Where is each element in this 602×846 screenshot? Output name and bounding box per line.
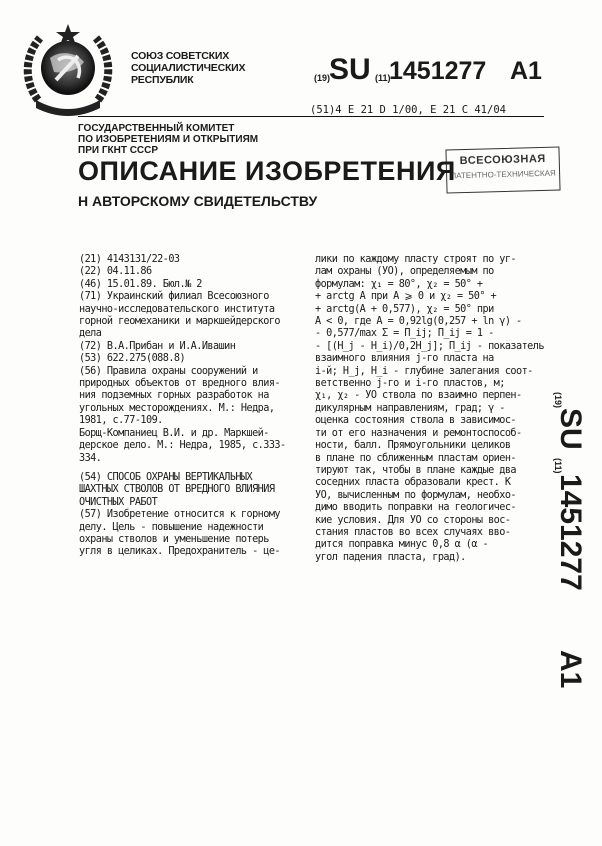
- committee-line-3: ПРИ ГКНТ СССР: [78, 145, 159, 156]
- text-line: горной геомеханики и маркшейдерского: [79, 316, 281, 328]
- text-line: димо вводить поправки на геологичес-: [315, 502, 517, 514]
- text-line: дикулярным направлениям, град; γ -: [315, 402, 505, 414]
- text-line: ния подземных горных разработок на: [79, 390, 269, 402]
- left-column: [79, 254, 303, 559]
- text-line: дела: [79, 328, 102, 340]
- text-line: (71) Украинский филиал Всесоюзного: [79, 291, 269, 303]
- patent-number: 1451277: [389, 57, 487, 85]
- text-line: (21) 4143131/22-03: [79, 254, 180, 265]
- text-line: (72) В.А.Прибан и И.А.Ивашин: [79, 340, 236, 352]
- ussr-emblem: [20, 22, 116, 118]
- text-line: - [(Н_j - Н_i)/0,2Н_j]; П_ij - показатель: [315, 340, 544, 352]
- text-line: оценка состояния ствола в зависимос-: [315, 415, 517, 427]
- text-line: (57) Изобретение относится к горному: [79, 509, 281, 521]
- text-line: угол падения пласта, град).: [315, 551, 466, 563]
- library-stamp: [445, 147, 560, 194]
- text-line: охраны стволов и уменьшение потерь: [79, 533, 269, 545]
- side-patent-label: [549, 392, 589, 688]
- text-line: 1981, с.77-109.: [79, 415, 163, 427]
- text-line: Борщ-Компаниец В.И. и др. Маркшей-: [79, 427, 269, 439]
- text-line: (46) 15.01.89. Бюл.№ 2: [79, 278, 202, 290]
- text-line: ШАХТНЫХ СТВОЛОВ ОТ ВРЕДНОГО ВЛИЯНИЯ: [79, 484, 275, 496]
- side-country-code-label: (19): [553, 392, 563, 409]
- text-line: лики по каждому пласту строят по уг-: [315, 254, 517, 265]
- ipc-classification: (51)4 Е 21 D 1/00, Е 21 С 41/04: [310, 104, 506, 116]
- text-line: ОЧИСТНЫХ РАБОТ: [79, 496, 158, 508]
- text-line: А < 0, где А = 0,92lg(0,257 + ln γ) -: [315, 316, 522, 328]
- text-line: 334.: [79, 452, 102, 464]
- document-title: ОПИСАНИЕ ИЗОБРЕТЕНИЯ: [78, 156, 456, 186]
- text-line: (22) 04.11.86: [79, 266, 152, 278]
- text-line: природных объектов от вредного влия-: [79, 378, 281, 390]
- side-country-code: SU: [554, 408, 587, 450]
- text-line: дерское дело. М.: Недра, 1985, с.333-: [79, 440, 286, 452]
- number-code-label: (11): [375, 73, 391, 83]
- stamp-line-2: ПАТЕНТНО-ТЕХНИЧЕСКАЯ: [450, 168, 556, 181]
- text-line: ветственно j-го и i-го пластов, м;: [315, 378, 505, 390]
- text-line: χ₁, χ₂ - УО ствола по взаимно перпен-: [315, 390, 522, 402]
- paragraph-gap: [79, 465, 303, 472]
- text-line: + arctg(А + 0,577), χ₂ = 50° при: [315, 303, 494, 315]
- text-line: - 0,577/max Σ = П_ij; П_ij = 1 -: [315, 328, 494, 340]
- text-line: (54) СПОСОБ ОХРАНЫ ВЕРТИКАЛЬНЫХ: [79, 471, 253, 483]
- text-line: кие условия. Для УО со стороны вос-: [315, 514, 511, 526]
- text-line: стания пластов во всех случаях вво-: [315, 526, 511, 538]
- text-line: угольных месторождениях. М.: Недра,: [79, 402, 275, 414]
- text-line: взаимного влияния j-го пласта на: [315, 353, 494, 365]
- text-line: (56) Правила охраны сооружений и: [79, 365, 258, 377]
- country-code: SU: [329, 53, 371, 86]
- org-line-1: СОЮЗ СОВЕТСКИХ: [131, 50, 230, 62]
- side-patent-kind: A1: [554, 650, 587, 689]
- header-divider: [78, 116, 544, 117]
- text-line: ти от его назначения и ремонтоспособ-: [315, 427, 522, 439]
- org-line-3: РЕСПУБЛИК: [131, 74, 194, 86]
- committee-line-2: ПО ИЗОБРЕТЕНИЯМ И ОТКРЫТИЯМ: [78, 134, 259, 145]
- side-patent-number: 1451277: [554, 474, 587, 591]
- text-line: делу. Цель - повышение надежности: [79, 521, 264, 533]
- text-line: ности, балл. Прямоугольники целиков: [315, 440, 511, 452]
- side-number-code-label: (11): [553, 458, 563, 474]
- text-line: научно-исследовательского института: [79, 303, 275, 315]
- text-line: + arctg А при А ⩾ 0 и χ₂ = 50° +: [315, 291, 497, 303]
- patent-kind: A1: [510, 57, 542, 85]
- text-line: формулам: χ₁ = 80°, χ₂ = 50° +: [315, 278, 483, 290]
- text-line: лам охраны (УО), определяемым по: [315, 266, 494, 278]
- text-line: дится поправка минус 0,8 α (α -: [315, 539, 489, 551]
- text-line: угля в целиках. Предохранитель - це-: [79, 546, 281, 558]
- document-subtitle: Н АВТОРСКОМУ СВИДЕТЕЛЬСТВУ: [78, 193, 318, 209]
- text-line: тируют так, чтобы в плане каждые два: [315, 464, 517, 476]
- text-line: соседних пласта образовали крест. К: [315, 477, 511, 489]
- org-line-2: СОЦИАЛИСТИЧЕСКИХ: [131, 62, 246, 74]
- stamp-line-1: ВСЕСОЮЗНАЯ: [459, 152, 546, 168]
- text-line: в плане по сближенным пластам ориен-: [315, 452, 517, 464]
- text-line: i-й; Н_j, Н_i - глубине залегания соот-: [315, 365, 533, 377]
- text-line: УО, вычисленным по формулам, необхо-: [315, 489, 517, 501]
- committee-line-1: ГОСУДАРСТВЕННЫЙ КОМИТЕТ: [78, 123, 235, 134]
- text-line: (53) 622.275(088.8): [79, 353, 186, 365]
- country-code-label: (19): [314, 73, 331, 83]
- right-column: [315, 254, 544, 564]
